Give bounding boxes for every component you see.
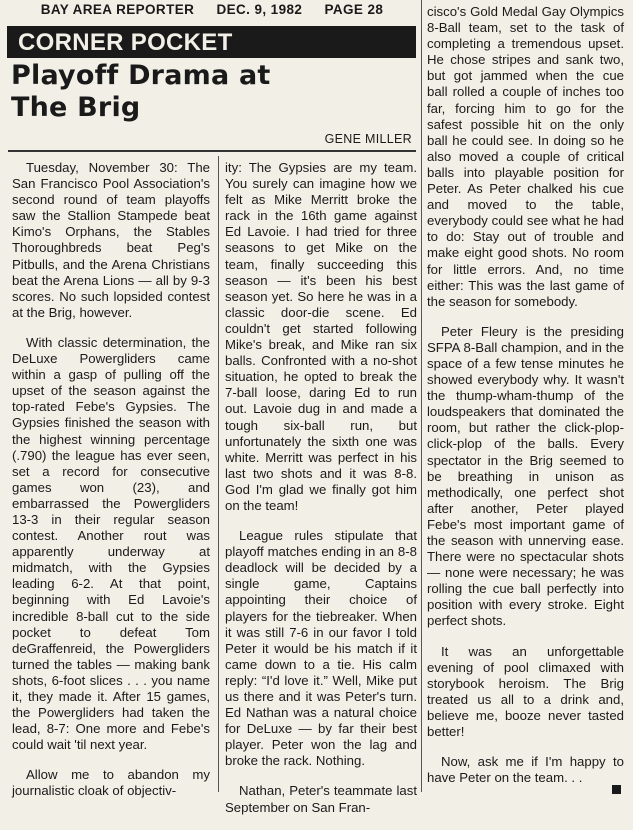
byline: GENE MILLER	[324, 132, 412, 146]
paragraph: Nathan, Peter's teammate last September on San Fran-	[225, 783, 417, 815]
paragraph: It was an unforgettable evening of pool climaxed with storybook heroism. The Brig treated us all to a drink and, believe me, booze never tasted better!	[427, 643, 624, 740]
masthead-line	[0, 0, 424, 20]
end-of-story-mark	[612, 785, 621, 794]
paragraph: Peter Fleury is the presiding SFPA 8-Ball champion, and in the space of a few tense minutes he showed everybody why. It wasn't the thump-wham-thump of the loudspeakers that dominated the room, but rather the click-plop-click-plop of the balls. Every spectator in the Brig seemed to be breathing in unison as methodically, one perfect shot after another, Peter played Febe's most important game of the season with unnerving ease. There were no spectacular shots — none were necessary; he was rolling the cue ball perfectly into position with every stroke. Eight perfect shots.	[427, 323, 624, 629]
column-divider	[218, 156, 219, 792]
paragraph: cisco's Gold Medal Gay Olympics 8-Ball team, set to the task of completing a tremendous upset. He chose stripes and sank two, but got jammed when the cue ball rolled a couple of inches too far, forcing him to go for the safest possible hit on the only ball he could see. In doing so he also moved a couple of critical balls into playable position for Peter. As Peter chalked his cue and moved to the table, everybody could see what he had to do: Stay out of trouble and make eight good shots. No room for little errors. And, no time either: This was the last game of the season for somebody.	[427, 4, 624, 309]
publication-name: BAY AREA REPORTER	[40, 2, 195, 17]
article-headline: Playoff Drama at The Brig	[11, 60, 271, 123]
column-divider	[421, 0, 422, 792]
paragraph: League rules stipulate that playoff matches ending in an 8-8 deadlock will be decided by a single game, Captains appointing their choice of players for the tiebreaker. When it was still 7-6 in our favor I told Peter it would be his match if it came down to a tie. His calm reply: “I'd love it.” Well, Mike put us there and it was Peter's turn. Ed Nathan was a natural choice for DeLuxe — by far their best player. Peter won the lag and broke the rack. Nothing.	[225, 528, 417, 769]
column-title: CORNER POCKET	[18, 29, 233, 56]
text-column-2	[225, 160, 417, 830]
byline-rule	[8, 150, 416, 152]
paragraph: Allow me to abandon my journalistic cloak of objectiv-	[12, 767, 210, 799]
page-number: PAGE 28	[324, 2, 384, 17]
paragraph: ity: The Gypsies are my team. You surely can imagine how we felt as Mike Merritt broke the rack in the 16th game against Ed Lavoie. I had tried for three seasons to get Mike on the team, finally succeeding this season — it's been his best season yet. So here he was in a classic door-die scene. Ed couldn't get started following Mike's break, and Mike ran six balls. Confronted with a no-shot situation, he opted to break the 7-ball loose, daring Ed to run out. Lavoie dug in and made a tough six-ball run, but unfortunately the sixth one was white. Merritt was perfect in his last two shots and it was 8-8. God I'm glad we finally got him on the team!	[225, 160, 417, 513]
paragraph: With classic determination, the DeLuxe Powergliders came within a gasp of pulling off the upset of the season against the top-rated Febe's Gypsies. The Gypsies finished the season with the highest winning percentage (.790) the league has ever seen, set a record for consecutive games won (23), and embarrassed the Powergliders 13-3 in their regular season contest. Another rout was apparently underway at midmatch, with the Gypsies leading 6-2. At that point, beginning with Ed Lavoie's incredible 8-ball cut to the side pocket to defeat Tom deGraffenreid, the Powergliders turned the tables — making bank shots, 6-foot slices . . . you name it, they made it. After 15 games, the Powergliders had taken the lead, 8-7: One more and Febe's could wait 'til next year.	[12, 334, 210, 753]
text-column-3	[427, 4, 624, 800]
paragraph: Tuesday, November 30: The San Francisco Pool Association's second round of team playoffs saw the Stallion Stampede beat Kimo's Orphans, the Stables Thoroughbreds beat Peg's Pitbulls, and the Arena Christians beat the Arena Lions — all by 9-3 scores. No such lopsided contest at the Brig, however.	[12, 160, 210, 320]
paragraph: Now, ask me if I'm happy to have Peter on the team. . .	[427, 754, 624, 786]
column-title-band	[7, 26, 416, 58]
issue-date: DEC. 9, 1982	[216, 2, 303, 17]
text-column-1	[12, 160, 210, 814]
